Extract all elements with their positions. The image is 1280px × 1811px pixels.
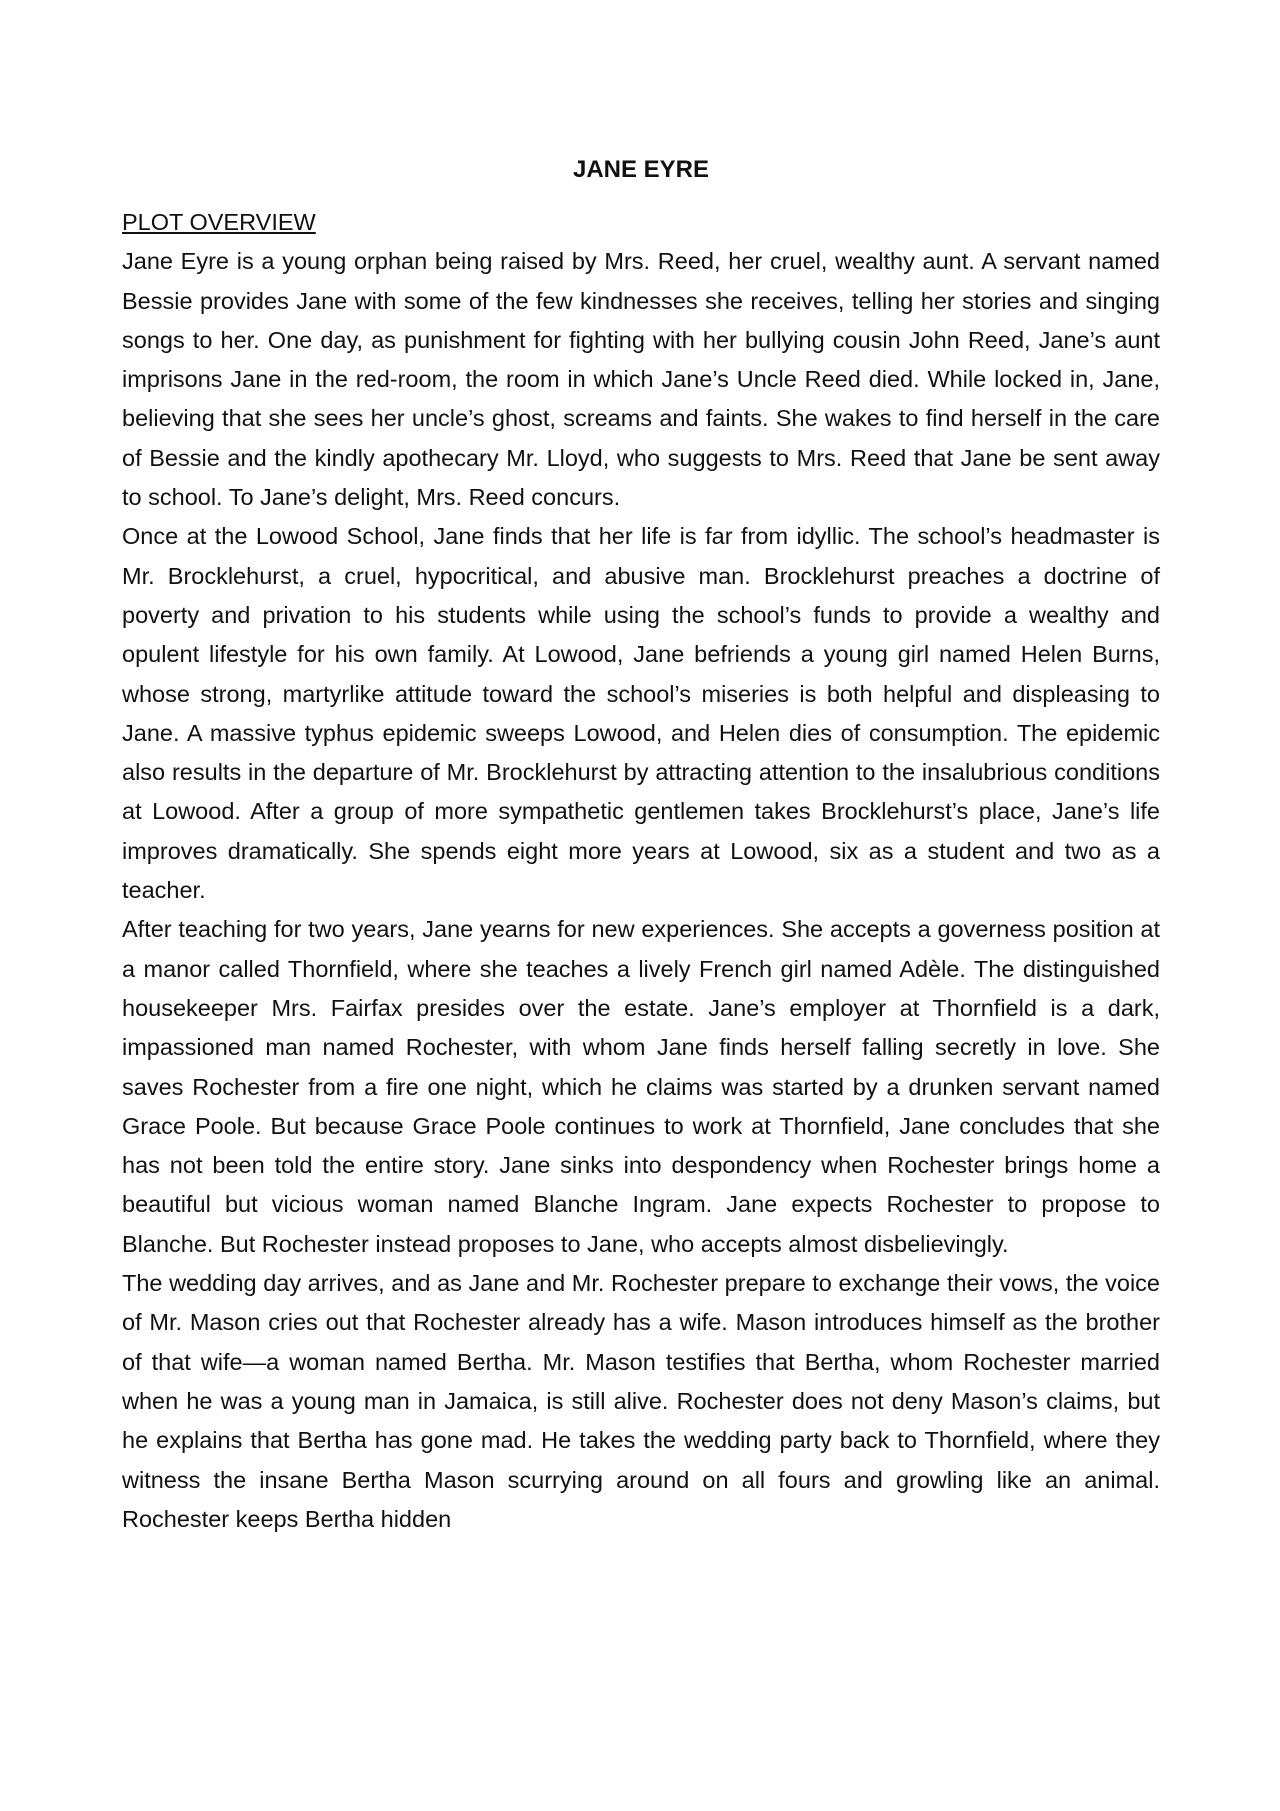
paragraph-3: After teaching for two years, Jane yearns for new experiences. She accepts a governess position at a manor called Thornfield, where she teaches a lively French girl named Adèle. The distinguished housekeeper Mrs. Fairfax presides over the estate. Jane’s employer at Thornfield is a dark, impassioned man named Rochester, with whom Jane finds herself falling secretly in love. She saves Rochester from a fire one night, which he claims was started by a drunken servant named Grace Poole. But because Grace Poole continues to work at Thornfield, Jane concludes that she has not been told the entire story. Jane sinks into despondency when Rochester brings home a beautiful but vicious woman named Blanche Ingram. Jane expects Rochester to propose to Blanche. But Rochester instead proposes to Jane, who accepts almost disbelievingly.: [122, 916, 1160, 1257]
section-heading: PLOT OVERVIEW: [122, 209, 316, 235]
document-body: [122, 150, 1160, 1539]
paragraph-2: Once at the Lowood School, Jane finds that her life is far from idyllic. The school’s headmaster is Mr. Brocklehurst, a cruel, hypocritical, and abusive man. Brocklehurst preaches a doctrine of poverty and privation to his students while using the school’s funds to provide a wealthy and opulent lifestyle for his own family. At Lowood, Jane befriends a young girl named Helen Burns, whose strong, martyrlike attitude toward the school’s miseries is both helpful and displeasing to Jane. A massive typhus epidemic sweeps Lowood, and Helen dies of consumption. The epidemic also results in the departure of Mr. Brocklehurst by attracting attention to the insalubrious conditions at Lowood. After a group of more sympathetic gentlemen takes Brocklehurst’s place, Jane’s life improves dramatically. She spends eight more years at Lowood, six as a student and two as a teacher.: [122, 523, 1160, 904]
paragraph-1: Jane Eyre is a young orphan being raised by Mrs. Reed, her cruel, wealthy aunt. A servant named Bessie provides Jane with some of the few kindnesses she receives, telling her stories and singing songs to her. One day, as punishment for fighting with her bullying cousin John Reed, Jane’s aunt imprisons Jane in the red-room, the room in which Jane’s Uncle Reed died. While locked in, Jane, believing that she sees her uncle’s ghost, screams and faints. She wakes to find herself in the care of Bessie and the kindly apothecary Mr. Lloyd, who suggests to Mrs. Reed that Jane be sent away to school. To Jane’s delight, Mrs. Reed concurs.: [122, 248, 1160, 511]
paragraph-4: The wedding day arrives, and as Jane and Mr. Rochester prepare to exchange their vows, the voice of Mr. Mason cries out that Rochester already has a wife. Mason introduces himself as the brother of that wife—a woman named Bertha. Mr. Mason testifies that Bertha, whom Rochester married when he was a young man in Jamaica, is still alive. Rochester does not deny Mason’s claims, but he explains that Bertha has gone mad. He takes the wedding party back to Thornfield, where they witness the insane Bertha Mason scurrying around on all fours and growling like an animal. Rochester keeps Bertha hidden: [122, 1270, 1160, 1532]
document-title: JANE EYRE: [572, 156, 710, 183]
